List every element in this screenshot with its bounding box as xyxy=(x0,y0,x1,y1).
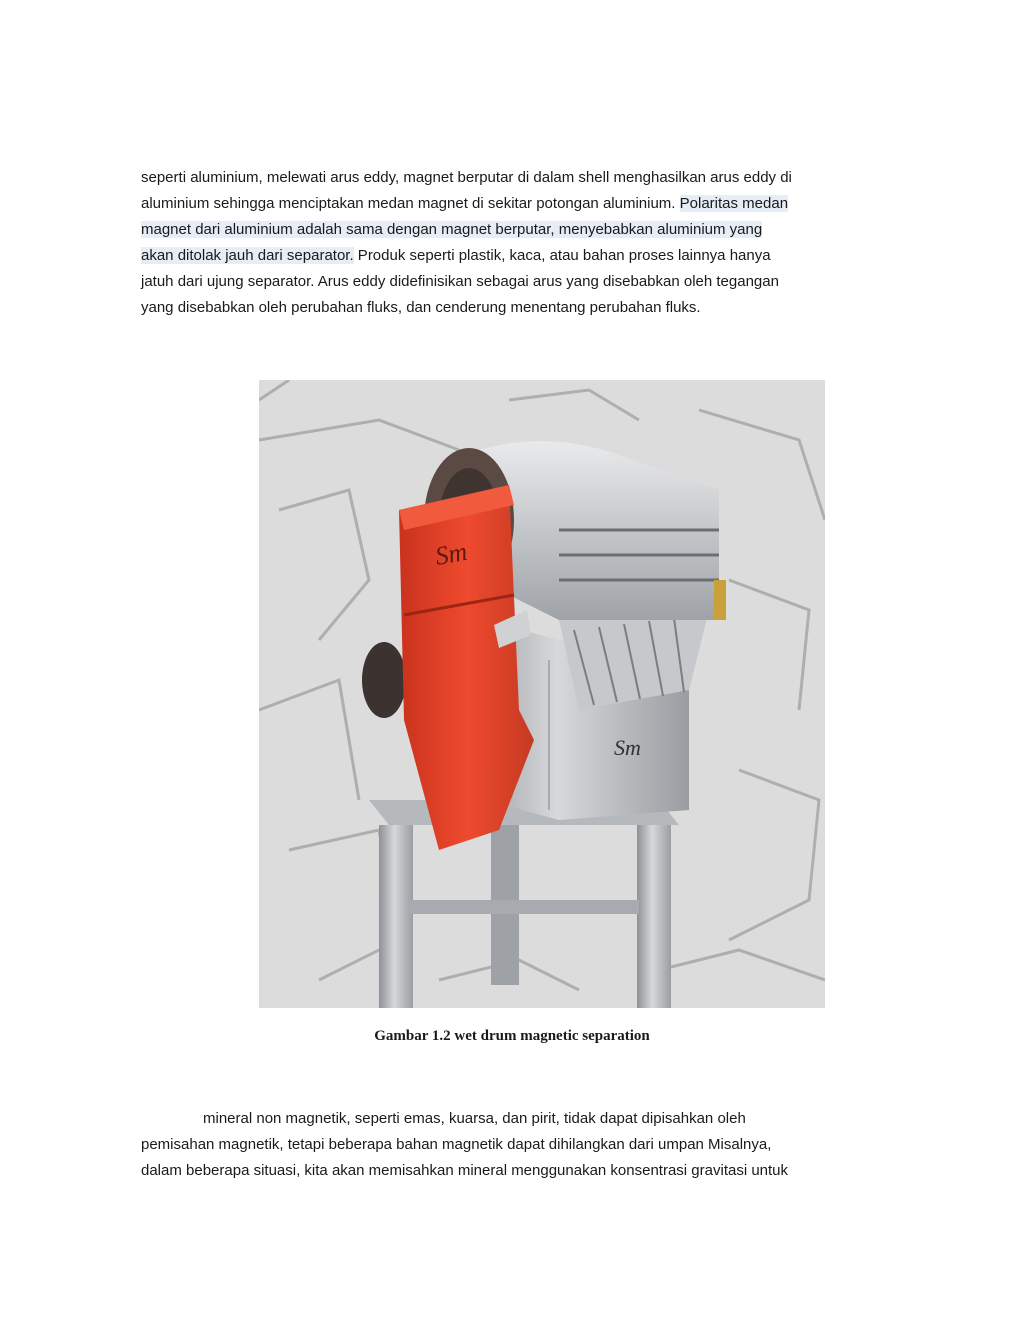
text-segment: Produk seperti plastik, kaca, atau bahan proses lainnya hanya xyxy=(353,247,771,264)
text-line: mineral non magnetik, seperti emas, kuarsa, dan pirit, tidak dapat dipisahkan oleh xyxy=(203,1110,746,1127)
text-line: seperti aluminium, melewati arus eddy, magnet berputar di dalam shell menghasilkan arus eddy di xyxy=(141,169,792,186)
separator-machine-illustration xyxy=(259,380,825,1008)
body-paragraph-2 xyxy=(141,1106,886,1184)
highlighted-text: magnet dari aluminium adalah sama dengan magnet berputar, menyebabkan aluminium yang xyxy=(141,221,763,238)
text-line: jatuh dari ujung separator. Arus eddy didefinisikan sebagai arus yang disebabkan oleh tegangan xyxy=(141,273,779,290)
text-segment: aluminium sehingga menciptakan medan magnet di sekitar potongan aluminium. xyxy=(141,195,680,212)
housing-logo: Sm xyxy=(433,536,470,571)
body-logo: Sm xyxy=(614,735,641,760)
highlighted-text: akan ditolak jauh dari separator. xyxy=(141,247,354,264)
figure-caption: Gambar 1.2 wet drum magnetic separation xyxy=(374,1028,650,1044)
text-line xyxy=(141,217,886,243)
figure-wet-drum-separator xyxy=(259,380,825,1008)
latch xyxy=(714,580,726,620)
motor-stub xyxy=(362,642,406,718)
highlighted-text: Polaritas medan xyxy=(679,195,789,212)
text-line xyxy=(141,191,886,217)
text-line: yang disebabkan oleh perubahan fluks, dan cenderung menentang perubahan fluks. xyxy=(141,299,701,316)
text-line xyxy=(141,243,886,269)
text-line: pemisahan magnetik, tetapi beberapa bahan magnetik dapat dihilangkan dari umpan Misalnya, xyxy=(141,1136,772,1153)
text-line: dalam beberapa situasi, kita akan memisahkan mineral menggunakan konsentrasi gravitasi untuk xyxy=(141,1162,789,1179)
body-paragraph-1 xyxy=(141,165,886,321)
